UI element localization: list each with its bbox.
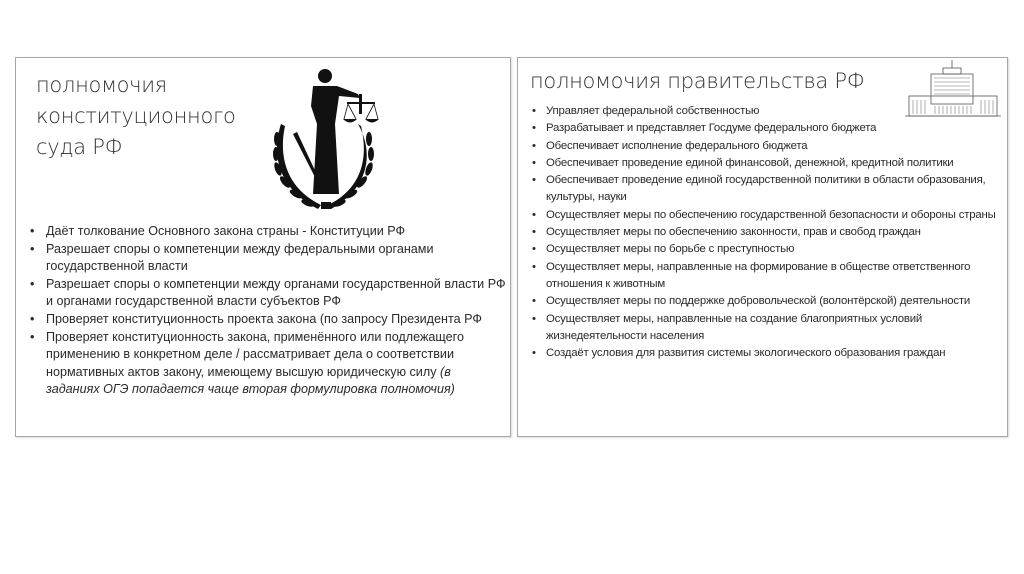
list-item: • Управляет федеральной собственностью	[528, 103, 1003, 120]
list-item: • Создаёт условия для развития системы экологического образования граждан	[528, 345, 1003, 362]
list-item: • Осуществляет меры по обеспечению законности, прав и свобод граждан	[528, 224, 1003, 241]
list-item: • Обеспечивает проведение единой государственной политики в области образования, культуры, науки	[528, 172, 1003, 207]
government-panel	[517, 57, 1008, 437]
list-item: • Осуществляет меры, направленные на создание благоприятных условий жизнедеятельности населения	[528, 311, 1003, 346]
list-item: • Обеспечивает проведение единой финансовой, денежной, кредитной политики	[528, 155, 1003, 172]
constitutional-court-panel	[15, 57, 511, 437]
list-item: • Даёт толкование Основного закона страны - Конституции РФ	[26, 223, 506, 241]
themis-emblem-icon	[263, 64, 388, 214]
list-item: • Осуществляет меры по обеспечению государственной безопасности и обороны страны	[528, 207, 1003, 224]
list-item: • Осуществляет меры по поддержке добровольческой (волонтёрской) деятельности	[528, 293, 1003, 310]
list-item-note: (в заданиях ОГЭ попадается чаще вторая формулировка полномочия)	[46, 364, 455, 397]
panel-title: полномочия правительства РФ	[530, 69, 865, 93]
list-item: • Проверяет конституционность проекта закона (по запросу Президента РФ	[26, 311, 506, 329]
list-item: • Обеспечивает исполнение федерального бюджета	[528, 138, 1003, 155]
list-item: • Осуществляет меры по борьбе с преступностью	[528, 241, 1003, 258]
list-item: • Разрешает споры о компетенции между федеральными органами государственной власти	[26, 241, 506, 276]
government-powers-list	[528, 103, 1003, 362]
list-item-text: Проверяет конституционность закона, применённого или подлежащего применению в конкретном деле / рассматривает дела о соответствии нормативных актов закону, имеющему высшую юридическую силу	[46, 329, 464, 379]
list-item	[26, 329, 506, 399]
list-item: • Разрабатывает и представляет Госдуме федерального бюджета	[528, 120, 1003, 137]
panel-title: полномочия конституционного суда РФ	[36, 73, 236, 159]
list-item: • Осуществляет меры, направленные на формирование в обществе ответственного отношения к животным	[528, 259, 1003, 294]
list-item: • Разрешает споры о компетенции между органами государственной власти РФ и органами государственной власти субъектов РФ	[26, 276, 506, 311]
court-powers-list	[26, 223, 506, 399]
